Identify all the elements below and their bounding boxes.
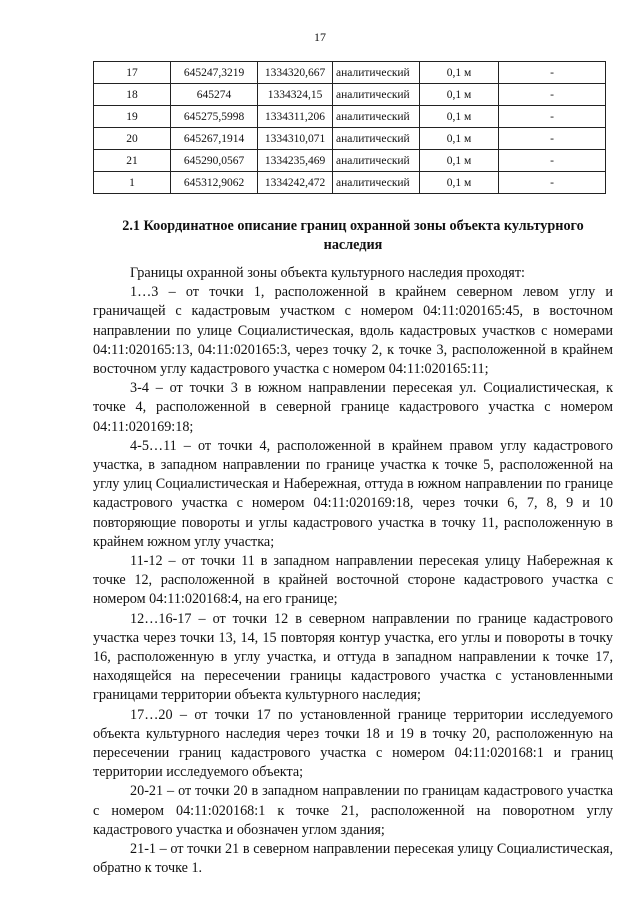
table-row <box>94 84 606 106</box>
accuracy-cell: 0,1 м <box>420 84 499 106</box>
accuracy-cell: 0,1 м <box>420 128 499 150</box>
segment-paragraph-12-17: 12…16-17 – от точки 12 в северном направлении по границе кадастрового участка через точки 13, 14, 15 повторяя контур участка, его углы и повороты в точку 16, расположенную в углу участка, и оттуда в западном направлении к точке 17, находящейся на пересечении границы кадастрового участка с установленными границами территории объекта культурного наследия; <box>93 610 613 704</box>
x-coordinate-cell: 645312,9062 <box>171 172 258 194</box>
point-number-cell: 1 <box>94 172 171 194</box>
segment-paragraph-1-3: 1…3 – от точки 1, расположенной в крайнем северном левом углу и граничащей с кадастровым участком с номером 04:11:020165:45, в восточном направлении по улице Социалистическая, вдоль кадастровых участков с номерами 04:11:020165:13, 04:11:020165:3, через точку 2, к точке 3, расположенной в крайнем восточном углу кадастрового участка с номером 04:11:020165:11; <box>93 284 613 378</box>
method-cell: аналитический <box>333 128 420 150</box>
page-number: 17 <box>314 30 326 44</box>
x-coordinate-cell: 645275,5998 <box>171 106 258 128</box>
point-number-cell: 20 <box>94 128 171 150</box>
segment-paragraph-3-4: 3-4 – от точки 3 в южном направлении пересекая ул. Социалистическая, к точке 4, расположенной в северной границе кадастрового участка с номером 04:11:020169:18; <box>93 380 613 435</box>
coordinates-table-body <box>94 62 606 194</box>
note-cell: - <box>499 84 606 106</box>
segment-paragraph-11-12: 11-12 – от точки 11 в западном направлении пересекая улицу Набережная к точке 12, расположенной в крайней восточной стороне кадастрового участка с номером 04:11:020168:4, на его границе; <box>93 553 613 608</box>
point-number-cell: 17 <box>94 62 171 84</box>
accuracy-cell: 0,1 м <box>420 106 499 128</box>
note-cell: - <box>499 128 606 150</box>
table-row <box>94 172 606 194</box>
point-number-cell: 19 <box>94 106 171 128</box>
method-cell: аналитический <box>333 62 420 84</box>
note-cell: - <box>499 150 606 172</box>
y-coordinate-cell: 1334320,667 <box>258 62 333 84</box>
y-coordinate-cell: 1334311,206 <box>258 106 333 128</box>
point-number-cell: 18 <box>94 84 171 106</box>
method-cell: аналитический <box>333 106 420 128</box>
section-title: 2.1 Координатное описание границ охранной зоны объекта культурного наследия <box>122 218 584 253</box>
note-cell: - <box>499 62 606 84</box>
point-number-cell: 21 <box>94 150 171 172</box>
table-row <box>94 106 606 128</box>
accuracy-cell: 0,1 м <box>420 62 499 84</box>
x-coordinate-cell: 645267,1914 <box>171 128 258 150</box>
method-cell: аналитический <box>333 84 420 106</box>
segment-paragraph-20-21: 20-21 – от точки 20 в западном направлении по границам кадастрового участка с номером 04:11:020168:1 к точке 21, расположенной на поворотном углу кадастрового участка и обозначен углом здания; <box>93 783 613 838</box>
x-coordinate-cell: 645274 <box>171 84 258 106</box>
table-row <box>94 150 606 172</box>
method-cell: аналитический <box>333 172 420 194</box>
intro-paragraph: Границы охранной зоны объекта культурного наследия проходят: <box>130 265 525 281</box>
y-coordinate-cell: 1334235,469 <box>258 150 333 172</box>
segment-paragraph-21-1: 21-1 – от точки 21 в северном направлении пересекая улицу Социалистическая, обратно к точке 1. <box>93 841 613 877</box>
table-row <box>94 62 606 84</box>
segment-paragraph-17-20: 17…20 – от точки 17 по установленной границе территории исследуемого объекта культурного наследия через точки 18 и 19 в точку 20, расположенную на пересечении границ кадастрового участка с номером 04:11:020168:1 и границ территории исследуемого объекта; <box>93 706 613 781</box>
section-body <box>93 264 613 879</box>
y-coordinate-cell: 1334324,15 <box>258 84 333 106</box>
accuracy-cell: 0,1 м <box>420 172 499 194</box>
segment-paragraph-4-11: 4-5…11 – от точки 4, расположенной в крайнем правом углу кадастрового участка, в западном направлении по границе участка к точке 5, расположенной на углу улиц Социалистическая и Набережная, оттуда в южном направлении по границе кадастрового участка с номером 04:11:020169:18, через точки 6, 7, 8, 9 и 10 повторяющие повороты и углы кадастрового участка в точку 11, расположенную в крайнем южном углу участка; <box>93 437 613 550</box>
x-coordinate-cell: 645290,0567 <box>171 150 258 172</box>
method-cell: аналитический <box>333 150 420 172</box>
y-coordinate-cell: 1334310,071 <box>258 128 333 150</box>
table-row <box>94 128 606 150</box>
accuracy-cell: 0,1 м <box>420 150 499 172</box>
coordinates-table <box>93 61 606 194</box>
note-cell: - <box>499 106 606 128</box>
note-cell: - <box>499 172 606 194</box>
x-coordinate-cell: 645247,3219 <box>171 62 258 84</box>
y-coordinate-cell: 1334242,472 <box>258 172 333 194</box>
